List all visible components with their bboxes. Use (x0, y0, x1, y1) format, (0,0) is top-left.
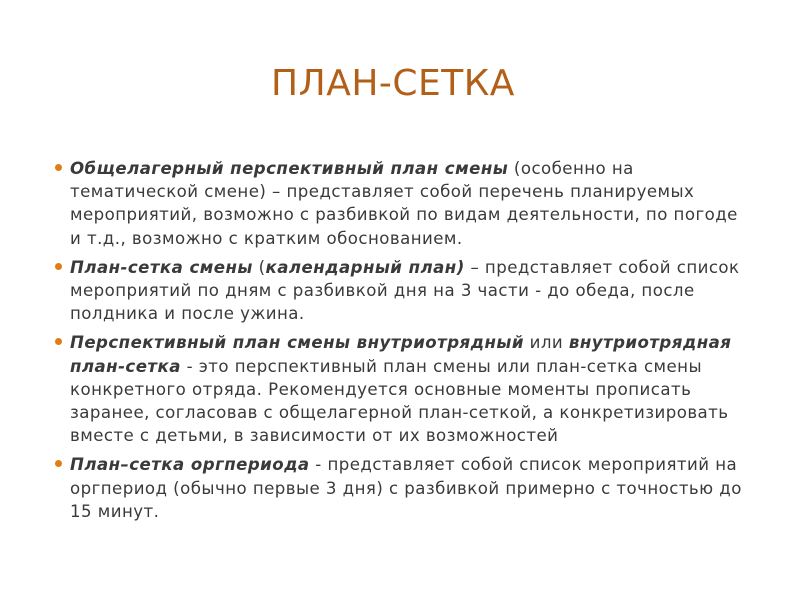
bullet-text: ( (252, 257, 266, 277)
slide-title: ПЛАН-СЕТКА (271, 63, 515, 104)
bullet-list (55, 157, 745, 529)
bullet-text: - это перспективный план смены или план-сетка смены конкретного отряда. Рекомендуется основные моменты прописать заранее, согласовав с общелагерной план-сеткой, а конкретизировать вместе с детьми, в зависимости от их возможностей (70, 356, 729, 446)
bullet-item (55, 256, 745, 326)
bullet-dot-icon (55, 460, 62, 467)
bullet-term: календарный план) (265, 257, 465, 277)
bullet-item (55, 331, 745, 447)
bullet-term: План-сетка смены (70, 257, 253, 277)
bullet-text: - представляет собой список мероприятий на оргпериод (обычно первые 3 дня) с разбивкой примерно с точностью до 15 минут. (70, 455, 742, 521)
bullet-item (55, 453, 745, 523)
bullet-term: Общелагерный перспективный план смены (70, 159, 509, 178)
bullet-text: или (523, 333, 569, 353)
bullet-item (55, 157, 745, 250)
bullet-text: – представляет собой список мероприятий по дням с разбивкой дня на 3 части - до обеда, после полдника и после ужина. (70, 257, 740, 324)
bullet-term: План–сетка оргпериода (70, 455, 310, 475)
bullet-text: (особенно на тематической смене) – представляет собой перечень планируемых мероприятий, возможно с разбивкой по видам деятельности, по погоде и т.д., возможно с кратким обоснованием. (70, 159, 738, 248)
bullet-term: Перспективный план смены внутриотрядный (70, 333, 524, 353)
bullet-dot-icon (55, 263, 62, 270)
bullet-term: внутриотрядная план-сетка (70, 333, 732, 376)
bullet-dot-icon (55, 338, 62, 345)
bullet-dot-icon (55, 164, 62, 171)
